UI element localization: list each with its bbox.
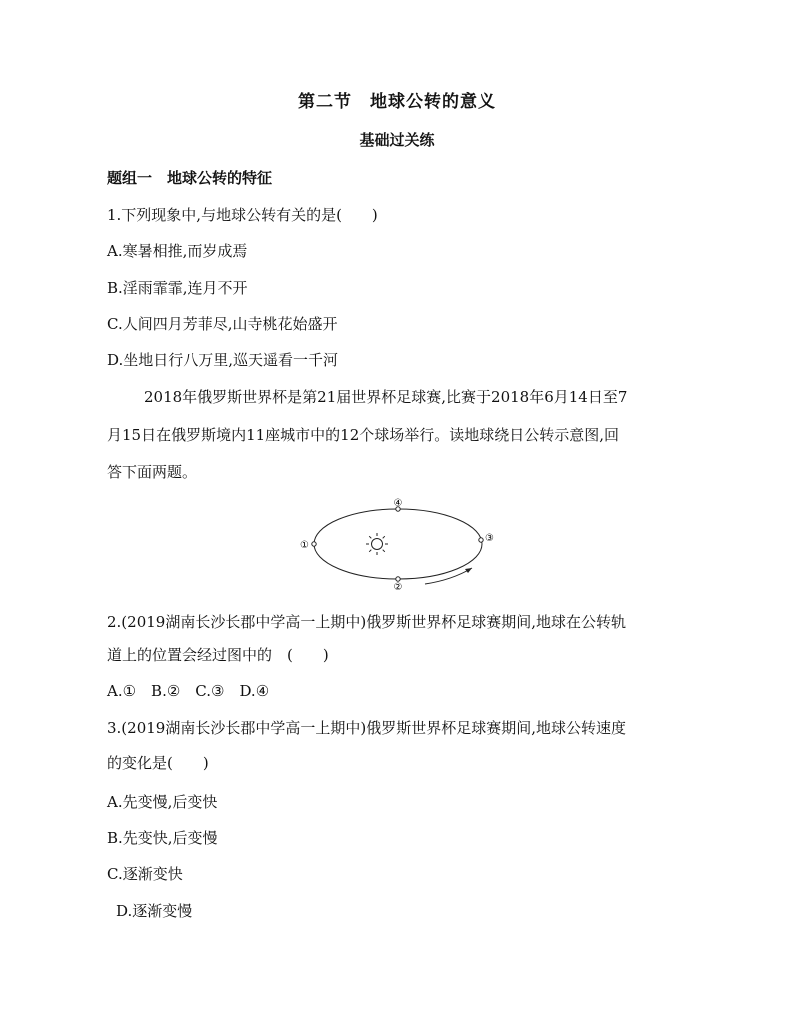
position-2-label: ② — [393, 582, 403, 593]
question-3-stem-line-2: 的变化是( ) — [107, 754, 209, 772]
question-2-stem-line-2: 道上的位置会经过图中的 ( ) — [107, 646, 329, 664]
question-1-stem: 1.下列现象中,与地球公转有关的是( ) — [107, 206, 378, 224]
position-3-marker — [479, 533, 494, 544]
position-1-marker — [300, 540, 316, 551]
material-line-2: 月15日在俄罗斯境内11座城市中的12个球场举行。读地球绕日公转示意图,回 — [107, 426, 620, 444]
sun-icon — [366, 533, 388, 555]
material-line-3: 答下面两题。 — [107, 463, 198, 481]
position-1-label: ① — [300, 540, 309, 551]
question-3-option-c: C.逐渐变快 — [107, 865, 183, 883]
question-1-option-d: D.坐地日行八万里,巡天遥看一千河 — [107, 351, 339, 369]
question-3-stem-line-1: 3.(2019湖南长沙长郡中学高一上期中)俄罗斯世界杯足球赛期间,地球公转速度 — [107, 719, 626, 737]
page-title: 第二节 地球公转的意义 — [298, 92, 496, 112]
page-subtitle: 基础过关练 — [359, 131, 435, 149]
position-4-label: ④ — [393, 498, 403, 509]
question-2-stem-line-1: 2.(2019湖南长沙长郡中学高一上期中)俄罗斯世界杯足球赛期间,地球在公转轨 — [107, 613, 626, 631]
question-1-option-a: A.寒暑相推,而岁成焉 — [107, 242, 248, 260]
question-3-option-d: D.逐渐变慢 — [116, 902, 193, 920]
position-3-label: ③ — [485, 533, 494, 544]
orbit-diagram — [300, 492, 500, 592]
material-line-1: 2018年俄罗斯世界杯是第21届世界杯足球赛,比赛于2018年6月14日至7 — [144, 388, 628, 406]
question-1-option-c: C.人间四月芳菲尽,山寺桃花始盛开 — [107, 315, 338, 333]
question-2-options: A.① B.② C.③ D.④ — [107, 682, 270, 700]
question-3-option-a: A.先变慢,后变快 — [107, 793, 218, 811]
orbit-ellipse — [314, 509, 482, 579]
question-1-option-b: B.淫雨霏霏,连月不开 — [107, 279, 248, 297]
section-heading: 题组一 地球公转的特征 — [107, 169, 273, 187]
question-3-option-b: B.先变快,后变慢 — [107, 829, 218, 847]
